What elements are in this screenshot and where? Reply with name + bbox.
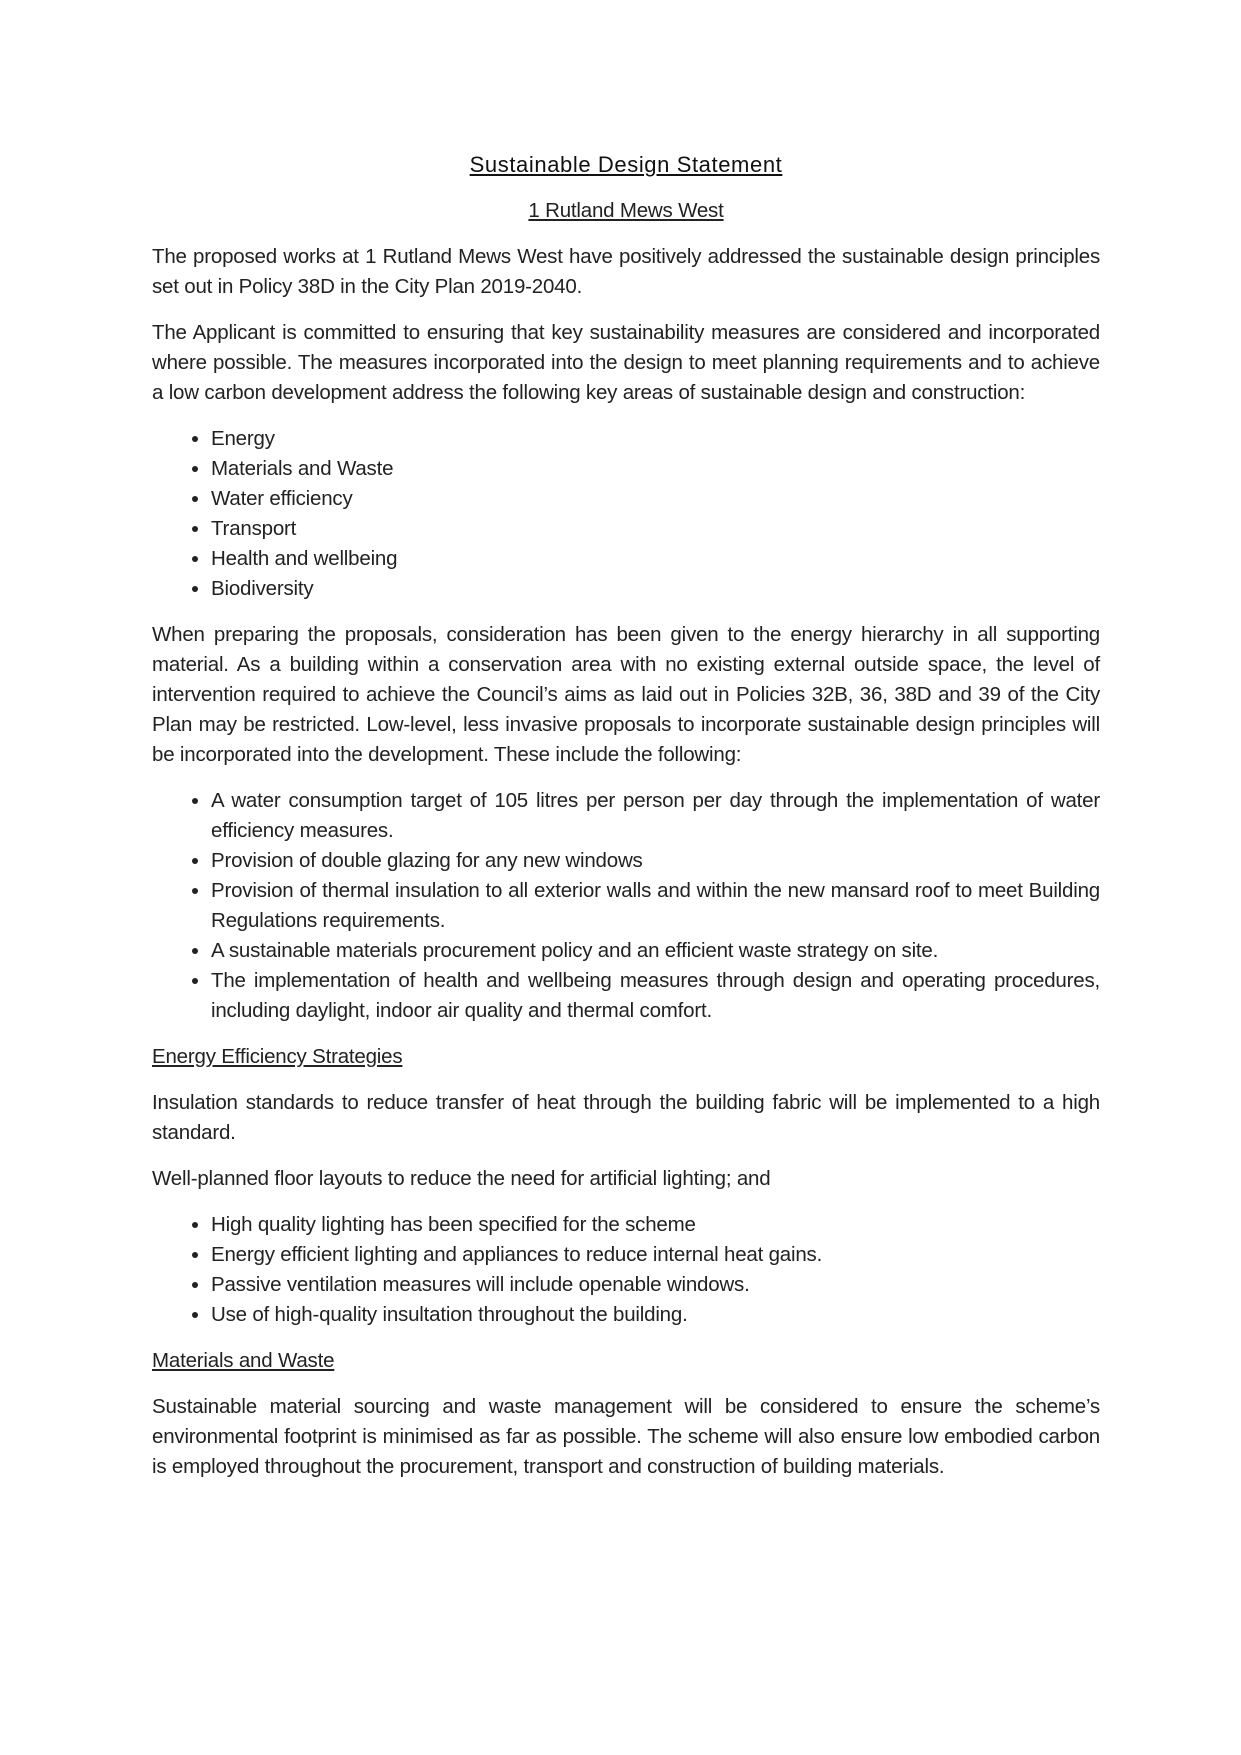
proposals-paragraph: When preparing the proposals, consideration has been given to the energy hierarchy in all supporting material. As a building within a conservation area with no existing external outside space, the level of intervention required to achieve the Council’s aims as laid out in Policies 32B, 36, 38D and 39 of the City Plan may be restricted. Low-level, less invasive proposals to incorporate sustainable design principles will be incorporated into the development. These include the following: [152, 623, 1100, 766]
energy-paragraph: Insulation standards to reduce transfer of heat through the building fabric will be implemented to a high standard. [152, 1091, 1100, 1144]
materials-paragraph: Sustainable material sourcing and waste management will be considered to ensure the scheme’s environmental footprint is minimised as far as possible. The scheme will also ensure low embodied carbon is employed throughout the procurement, transport and construction of building materials. [152, 1395, 1100, 1478]
key-areas-list [152, 424, 1100, 604]
list-item: • Water efficiency [211, 484, 1100, 514]
list-item: • Biodiversity [211, 574, 1100, 604]
list-item: • Energy [211, 424, 1100, 454]
measures-list [152, 786, 1100, 1026]
list-item: • Energy efficient lighting and appliances to reduce internal heat gains. [211, 1240, 1100, 1270]
intro-paragraph: The Applicant is committed to ensuring that key sustainability measures are considered and incorporated where possible. The measures incorporated into the design to meet planning requirements and to achieve a low carbon development address the following key areas of sustainable design and construction: [152, 321, 1100, 404]
energy-heading: Energy Efficiency Strategies [152, 1045, 403, 1068]
energy-paragraph: Well-planned floor layouts to reduce the need for artificial lighting; and [152, 1167, 771, 1190]
list-item: • Provision of thermal insulation to all exterior walls and within the new mansard roof to meet Building Regulations requirements. [211, 876, 1100, 936]
list-item: • High quality lighting has been specified for the scheme [211, 1210, 1100, 1240]
energy-list [152, 1210, 1100, 1330]
list-item: • Transport [211, 514, 1100, 544]
document-page [152, 150, 1100, 1498]
list-item: • The implementation of health and wellbeing measures through design and operating procedures, including daylight, indoor air quality and thermal comfort. [211, 966, 1100, 1026]
document-title: Sustainable Design Statement [469, 152, 783, 177]
list-item: • A sustainable materials procurement policy and an efficient waste strategy on site. [211, 936, 1100, 966]
list-item: • Health and wellbeing [211, 544, 1100, 574]
list-item: • A water consumption target of 105 litres per person per day through the implementation of water efficiency measures. [211, 786, 1100, 846]
document-subtitle: 1 Rutland Mews West [528, 199, 724, 222]
list-item: • Use of high-quality insultation throughout the building. [211, 1300, 1100, 1330]
intro-paragraph: The proposed works at 1 Rutland Mews West have positively addressed the sustainable design principles set out in Policy 38D in the City Plan 2019-2040. [152, 245, 1100, 298]
materials-heading: Materials and Waste [152, 1349, 335, 1372]
list-item: • Materials and Waste [211, 454, 1100, 484]
list-item: • Provision of double glazing for any new windows [211, 846, 1100, 876]
list-item: • Passive ventilation measures will include openable windows. [211, 1270, 1100, 1300]
